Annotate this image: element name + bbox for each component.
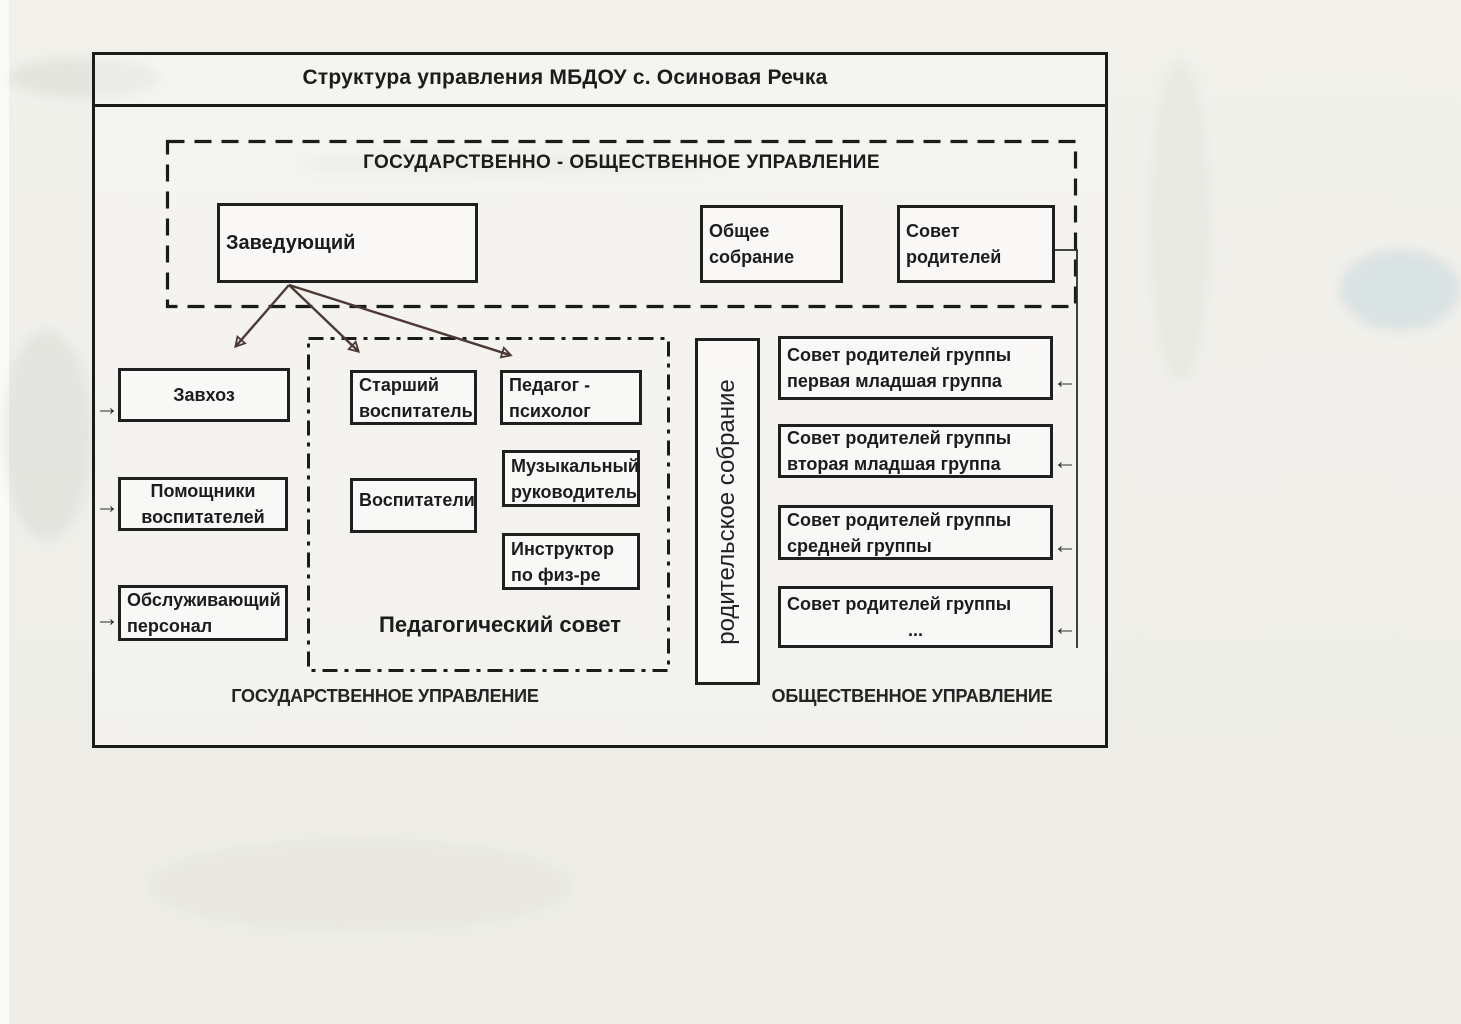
left-arrow-icon: ← xyxy=(1053,367,1077,394)
scan-smudge xyxy=(150,840,570,930)
box-label-line: руководитель xyxy=(511,481,637,502)
right-arrow-icon: → xyxy=(95,492,119,519)
box-group-council-1 xyxy=(778,336,1053,400)
box-label-line: персонал xyxy=(127,616,213,636)
box-label-line: собрание xyxy=(709,247,795,267)
box-label: Воспитатели xyxy=(359,490,475,510)
box-head-of-kindergarten xyxy=(217,203,478,283)
box-label-line: ... xyxy=(907,620,923,640)
box-label: Заведующий xyxy=(226,232,356,254)
box-pe-instructor xyxy=(502,533,640,590)
box-label-line: Совет родителей группы xyxy=(787,509,1012,530)
left-arrow-icon: ← xyxy=(1053,532,1077,559)
box-label-line: родителей xyxy=(906,247,1002,267)
box-label-line: по физ-ре xyxy=(511,564,601,585)
right-arrow-icon: → xyxy=(95,605,119,632)
box-label-line: Совет xyxy=(906,221,960,241)
box-teachers xyxy=(350,478,477,533)
public-management-zone-label: ОБЩЕСТВЕННОЕ УПРАВЛЕНИЕ xyxy=(771,686,1053,706)
box-label-line: Инструктор xyxy=(511,538,614,559)
box-general-meeting xyxy=(700,205,843,283)
box-teacher-assistants xyxy=(118,477,288,531)
left-arrow-icon: ← xyxy=(1053,614,1077,641)
title-band xyxy=(92,52,1108,107)
gov-public-section-heading: ГОСУДАРСТВЕННО - ОБЩЕСТВЕННОЕ УПРАВЛЕНИЕ xyxy=(363,152,880,173)
box-label-line: воспитателей xyxy=(141,507,265,527)
box-label-line: Обслуживающий xyxy=(127,590,281,610)
scan-smudge xyxy=(2,330,92,540)
box-label: Завхоз xyxy=(173,385,235,405)
box-label-line: средней группы xyxy=(787,535,932,556)
box-parent-meeting xyxy=(695,338,760,685)
page-title: Структура управления МБДОУ с. Осиновая Речка xyxy=(302,66,828,89)
box-label-line: Совет родителей группы xyxy=(787,345,1012,365)
box-label-line: Совет родителей группы xyxy=(787,428,1012,448)
box-group-council-4 xyxy=(778,586,1053,648)
pedagogical-council-caption: Педагогический совет xyxy=(379,612,621,637)
box-psychologist xyxy=(500,370,642,425)
box-parent-council xyxy=(897,205,1055,283)
box-label-line: Музыкальный xyxy=(511,455,639,476)
box-label-line: воспитатель xyxy=(359,400,473,421)
box-label-line: Помощники xyxy=(150,481,256,501)
box-label-line: Педагог - xyxy=(509,374,591,395)
scan-smudge xyxy=(1340,250,1460,330)
right-arrow-icon: → xyxy=(95,394,119,421)
box-label-line: Совет родителей группы xyxy=(787,594,1012,614)
state-management-zone-label: ГОСУДАРСТВЕННОЕ УПРАВЛЕНИЕ xyxy=(231,686,539,706)
box-senior-teacher xyxy=(350,370,477,425)
box-label-line: психолог xyxy=(509,400,591,421)
box-label-line: Старший xyxy=(359,374,439,395)
box-zavhoz xyxy=(118,368,290,422)
scan-smudge xyxy=(1150,60,1210,380)
scan-edge-strip xyxy=(0,0,9,1024)
box-group-council-2 xyxy=(778,424,1053,478)
left-arrow-icon: ← xyxy=(1053,448,1077,475)
box-service-staff xyxy=(118,585,288,641)
box-music-director xyxy=(502,450,640,507)
box-label-line: Общее xyxy=(709,221,770,241)
vertical-label: родительское собрание xyxy=(712,378,740,645)
box-label-line: вторая младшая группа xyxy=(787,454,1001,474)
box-label-line: первая младшая группа xyxy=(787,371,1002,391)
box-group-council-3 xyxy=(778,505,1053,560)
